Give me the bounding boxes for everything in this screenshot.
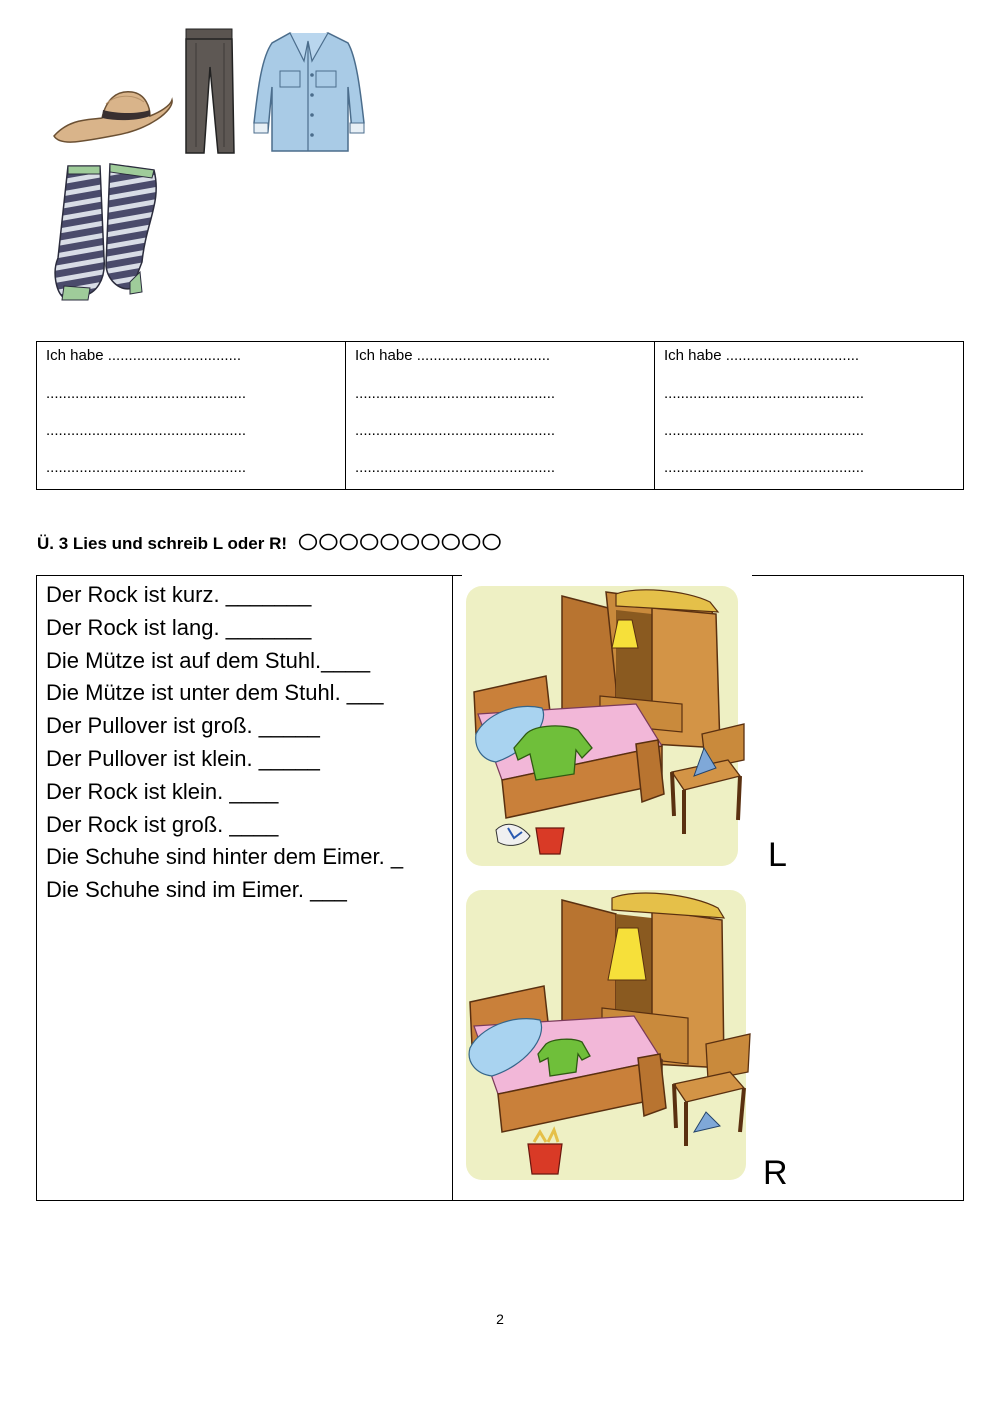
- ich-habe-cell[interactable]: [37, 342, 346, 490]
- divider: [963, 575, 964, 1201]
- table-line: ................................................: [355, 422, 556, 439]
- socks-image: [50, 162, 164, 302]
- hat-image: [50, 78, 174, 150]
- answer-circle[interactable]: [483, 535, 500, 550]
- ich-habe-table: [36, 341, 964, 490]
- ich-habe-cell[interactable]: [655, 342, 964, 490]
- answer-circle[interactable]: [320, 535, 337, 550]
- table-line: Ich habe ................................: [664, 347, 860, 364]
- table-line: Ich habe ................................: [46, 347, 242, 364]
- sentence-item[interactable]: Der Pullover ist groß. _____: [46, 713, 320, 739]
- answer-circle[interactable]: [463, 535, 480, 550]
- answer-circle[interactable]: [361, 535, 378, 550]
- table-line: ................................................: [355, 385, 556, 402]
- sentence-list: [46, 579, 403, 907]
- table-line: ................................................: [664, 459, 865, 476]
- sentence-item[interactable]: Die Schuhe sind hinter dem Eimer. _: [46, 844, 404, 870]
- answer-circle[interactable]: [381, 535, 398, 550]
- label-r: R: [763, 1154, 788, 1192]
- table-line: ................................................: [46, 385, 247, 402]
- answer-circles: [298, 533, 504, 551]
- jacket-image: [252, 27, 366, 157]
- sentence-item[interactable]: Der Rock ist groß. ____: [46, 811, 279, 837]
- divider: [452, 575, 462, 576]
- bedroom-picture-left: [466, 584, 768, 868]
- answer-circle[interactable]: [442, 535, 459, 550]
- bedroom-picture-right: [462, 888, 752, 1184]
- sentence-item[interactable]: Der Pullover ist klein. _____: [46, 745, 320, 771]
- trousers-image: [182, 27, 236, 157]
- page-number: 2: [496, 1311, 504, 1327]
- sentence-item[interactable]: Der Rock ist kurz. _______: [46, 582, 312, 607]
- divider: [452, 1200, 964, 1201]
- label-l: L: [768, 836, 787, 874]
- table-line: Ich habe ................................: [355, 347, 551, 364]
- table-line: ................................................: [355, 459, 556, 476]
- answer-circle[interactable]: [299, 535, 316, 550]
- table-line: ................................................: [46, 459, 247, 476]
- answer-circle[interactable]: [340, 535, 357, 550]
- exercise-3-heading: [37, 533, 504, 554]
- exercise-3-title: Ü. 3 Lies und schreib L oder R!: [37, 534, 288, 553]
- sentence-item[interactable]: Die Mütze ist auf dem Stuhl.____: [46, 647, 371, 673]
- ich-habe-cell[interactable]: [346, 342, 655, 490]
- table-line: ................................................: [46, 422, 247, 439]
- table-line: ................................................: [664, 385, 865, 402]
- sentence-item[interactable]: Der Rock ist klein. ____: [46, 778, 279, 804]
- divider: [452, 575, 453, 1201]
- table-line: ................................................: [664, 422, 865, 439]
- answer-circle[interactable]: [401, 535, 418, 550]
- exercise-3-box: [36, 575, 964, 1201]
- sentence-item[interactable]: Der Rock ist lang. _______: [46, 614, 312, 640]
- answer-circle[interactable]: [422, 535, 439, 550]
- sentence-item[interactable]: Die Schuhe sind im Eimer. ___: [46, 877, 347, 903]
- sentence-item[interactable]: Die Mütze ist unter dem Stuhl. ___: [46, 680, 384, 706]
- sentences-panel: [36, 575, 452, 1201]
- divider: [752, 575, 964, 576]
